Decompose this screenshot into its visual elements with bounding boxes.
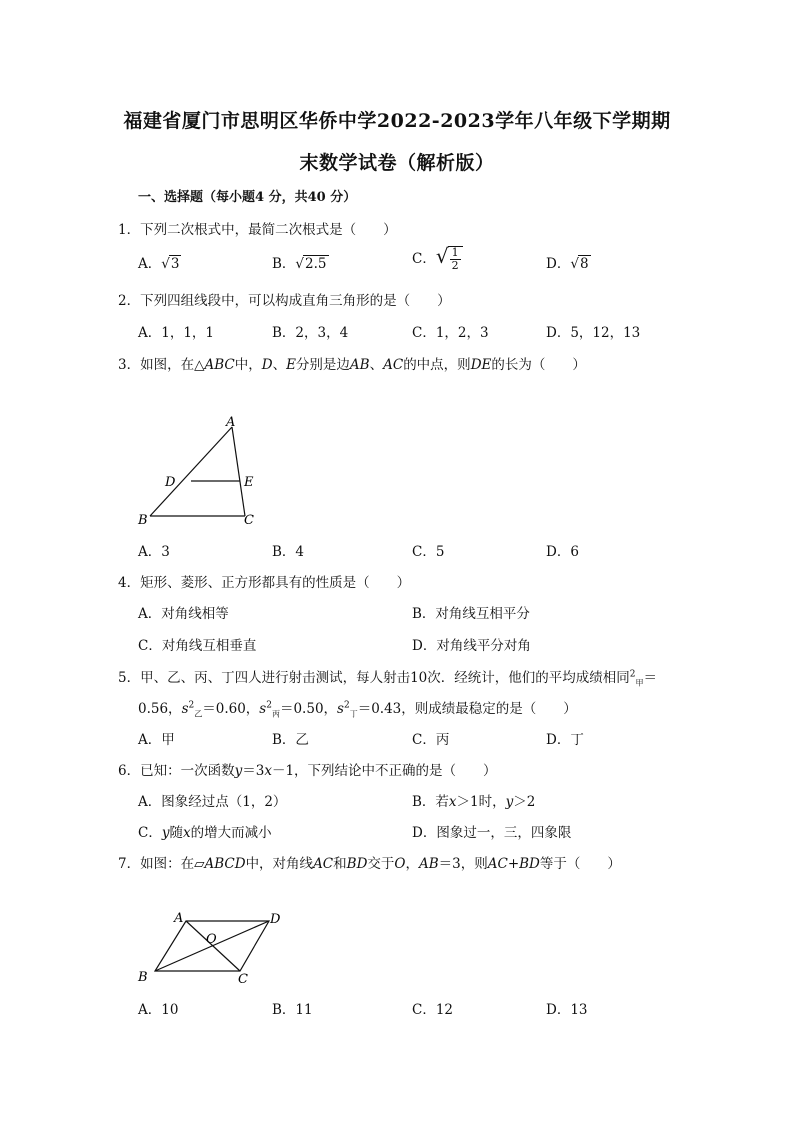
q5-s-bing: s (259, 701, 267, 717)
q3-stem-text: 、 (272, 357, 287, 373)
question-5-line-1 (118, 666, 657, 689)
q5-sup: 2 (266, 700, 272, 711)
question-5-line-2 (138, 697, 577, 720)
q6-option-a: A．图象经过点（1，2） (138, 794, 287, 810)
q6-b-text: ＞1时， (456, 794, 506, 810)
q3-stem-ab: AB (349, 357, 370, 373)
q6-stem-text: ＝3 (242, 763, 265, 779)
q1-a-radicand: 3 (170, 256, 180, 272)
question-4-stem: 4．矩形、菱形、正方形都具有的性质是（ ） (118, 575, 411, 591)
q6-option-d: D．图象过一，三，四象限 (412, 825, 572, 841)
q2-option-d: D．5，12，13 (546, 325, 641, 341)
q6-stem-text: 6．已知：一次函数 (118, 763, 235, 779)
parallelogram-figure (130, 905, 290, 990)
question-7-stem (118, 852, 621, 872)
label-d: D (165, 475, 176, 490)
q7-option-a: A．10 (138, 1002, 179, 1018)
q5-s-yi: s (181, 701, 189, 717)
q7-stem-abcd: ABCD (204, 856, 246, 872)
q3-option-b: B．4 (272, 544, 305, 560)
title-line-2: 末数学试卷（解析版） (299, 152, 495, 174)
q7-stem-text: 中，对角线 (245, 856, 314, 872)
sqrt-3: √3 (161, 256, 180, 272)
sqrt-half: √ $\frac{1}{2}$ (436, 244, 463, 272)
q5-sub-yi: 乙 (194, 709, 203, 719)
side-ab (150, 427, 232, 516)
question-1-stem: 1．下列二次根式中，最简二次根式是（ ） (118, 222, 397, 238)
q4-option-d: D．对角线平分对角 (412, 638, 531, 654)
q4-option-c: C．对角线互相垂直 (138, 638, 257, 654)
q1-option-d (546, 252, 591, 272)
q3-stem-d: D (261, 357, 273, 373)
q3-stem-text: 、 (369, 357, 384, 373)
q3-stem-text: 的中点，则 (403, 357, 471, 373)
q3-stem-text: 中， (234, 357, 262, 373)
q3-stem-de: DE (470, 357, 492, 373)
q6-c-text: C． (138, 825, 162, 841)
q7-option-b: B．11 (272, 1002, 313, 1018)
q6-c-text: 的增大而减小 (190, 825, 272, 841)
label-a: A (226, 415, 236, 430)
q1-d-radicand: 8 (579, 256, 589, 272)
question-2-stem: 2．下列四组线段中，可以构成直角三角形的是（ ） (118, 293, 451, 309)
q7-option-c: C．12 (412, 1002, 454, 1018)
q3-stem-text: 3．如图，在△ (118, 357, 205, 373)
section-heading: 一、选择题（每小题4 分，共40 分） (138, 190, 357, 205)
q7-stem-text: ， (405, 856, 419, 872)
q5-variance-sup: 2 (629, 669, 636, 680)
label-o: O (206, 932, 217, 947)
q6-c-text: 随 (169, 825, 183, 841)
label-a: A (174, 911, 184, 926)
sqrt-8: √8 (570, 256, 589, 272)
q5-s-ding: s (337, 701, 344, 717)
q5-option-c: C．丙 (412, 732, 450, 748)
q6-b-var-y: y (505, 794, 514, 810)
q6-b-text: ＞2 (513, 794, 536, 810)
q3-stem-e: E (286, 357, 296, 373)
label-e: E (244, 475, 254, 490)
q2-option-c: C．1，2，3 (412, 325, 489, 341)
label-d: D (270, 912, 281, 927)
q7-stem-text: ＝3，则 (438, 856, 488, 872)
q6-b-text: B．若 (412, 794, 449, 810)
q5-sub-ding: 丁 (349, 709, 358, 719)
label-c: C (244, 513, 254, 528)
side-ac (232, 427, 245, 516)
q7-stem-ab: AB (418, 856, 439, 872)
q6-var-x: x (264, 763, 272, 779)
sqrt-2-5: √2.5 (295, 256, 327, 272)
q1-option-c-label: C． (412, 251, 436, 267)
label-c: C (238, 972, 248, 987)
q3-stem-text: 的长为（ ） (491, 357, 586, 373)
q4-option-a: A．对角线相等 (138, 606, 229, 622)
q1-option-a-label: A． (138, 256, 162, 272)
q7-stem-text: 和 (333, 856, 347, 872)
q6-option-b (412, 790, 535, 810)
q1-b-radicand: 2.5 (305, 256, 327, 272)
q5-line2-text: ＝0.60， (202, 701, 260, 717)
q3-option-d: D．6 (546, 544, 579, 560)
q1-c-denominator: 2 (451, 259, 459, 272)
q5-line1-equals: ＝ (643, 670, 658, 686)
label-b: B (138, 513, 148, 528)
q3-stem-abc: ABC (204, 357, 235, 373)
q1-option-b (272, 252, 329, 272)
q7-stem-o: O (394, 856, 406, 872)
triangle-figure (130, 410, 270, 535)
q2-option-a: A．1，1，1 (138, 325, 215, 341)
title-line-1: 福建省厦门市思明区华侨中学2022-2023学年八年级下学期期 (123, 110, 671, 132)
label-b: B (138, 970, 148, 985)
q3-stem-ac: AC (383, 357, 404, 373)
q5-sup: 2 (188, 700, 195, 711)
q1-option-d-label: D． (546, 256, 571, 272)
q1-option-c (412, 244, 463, 272)
q7-stem-bd: BD (346, 856, 368, 872)
q3-option-a: A．3 (138, 544, 170, 560)
q7-stem-text: 等于（ ） (539, 856, 621, 872)
q5-variance-sub-jia: 甲 (635, 678, 644, 688)
q7-option-d: D．13 (546, 1002, 588, 1018)
q5-line2-text: ＝0.50， (279, 701, 338, 717)
q6-c-var-y: y (161, 825, 170, 841)
question-6-stem (118, 759, 497, 779)
q5-sup: 2 (343, 700, 350, 711)
q1-option-b-label: B． (272, 256, 296, 272)
q1-c-numerator: 1 (451, 246, 459, 259)
q6-var-y: y (234, 763, 243, 779)
q5-line2-text: ＝0.43，则成绩最稳定的是（ ） (357, 701, 577, 717)
q6-b-var-x: x (448, 794, 457, 810)
q7-stem-text: 7．如图：在 (118, 856, 195, 872)
q1-option-a (138, 252, 181, 272)
parallelogram-symbol: ▱ (194, 856, 205, 872)
q5-option-b: B．乙 (272, 732, 309, 748)
q2-option-b: B．2，3，4 (272, 325, 349, 341)
q4-option-b: B．对角线互相平分 (412, 606, 530, 622)
q7-stem-ac: AC (313, 856, 334, 872)
q5-line2-text: 0.56， (138, 701, 182, 717)
q3-stem-text: 分别是边 (295, 357, 350, 373)
q5-sub-bing: 丙 (271, 709, 280, 719)
q7-stem-text: 交于 (367, 856, 395, 872)
question-3-stem (118, 353, 586, 373)
q6-option-c (138, 821, 272, 841)
q7-stem-acbd: AC+BD (487, 856, 540, 872)
q3-option-c: C．5 (412, 544, 445, 560)
q5-option-a: A．甲 (138, 732, 175, 748)
q5-line1-text: 5．甲、乙、丙、丁四人进行射击测试，每人射击10次．经统计，他们的平均成绩相同 (118, 670, 630, 686)
q6-c-var-x: x (182, 825, 191, 841)
q6-stem-text: －1，下列结论中不正确的是（ ） (271, 763, 497, 779)
q5-option-d: D．丁 (546, 732, 584, 748)
